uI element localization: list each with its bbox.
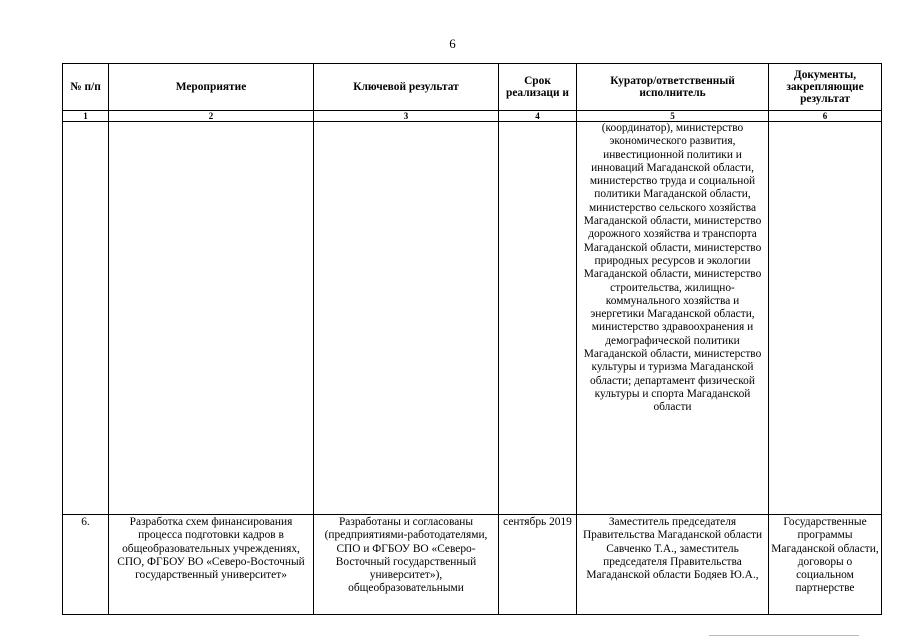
header-row <box>63 64 882 111</box>
column-number-row <box>63 111 882 122</box>
empty-cell <box>63 122 109 515</box>
column-number: 6 <box>769 111 882 122</box>
result-cell: Разработаны и согласованы (предприятиями-работодателями, СПО и ФГБОУ ВО «Северо-Восточный государственный университет»), общеобразовательными <box>314 515 499 615</box>
column-number: 4 <box>499 111 577 122</box>
scan-artifact-line <box>709 635 859 636</box>
deadline-cell: сентябрь 2019 <box>499 515 577 615</box>
documents-cell: Государственные программы Магаданской области, договоры о социальном партнерстве <box>769 515 882 615</box>
column-number: 5 <box>577 111 769 122</box>
empty-cell <box>314 122 499 515</box>
page-number: 6 <box>449 36 456 51</box>
column-number: 1 <box>63 111 109 122</box>
table-row <box>63 515 882 615</box>
column-number: 3 <box>314 111 499 122</box>
curator-cell: (координатор), министерство экономического развития, инвестиционной политики и инноваций Магаданской области, министерство труда и социальной политики Магаданской области, министерство сельского хозяйства Магаданской области, министерство дорожного хозяйства и транспорта Магаданской области, министерство природных ресурсов и экологии Магаданской области, министерство строительства, жилищно-коммунального хозяйства и энергетики Магаданской области, министерство здравоохранения и демографической политики Магаданской области, министерство культуры и туризма Магаданской области; департамент физической культуры и спорта Магаданской области <box>577 122 769 515</box>
empty-cell <box>499 122 577 515</box>
header-deadline: Срок реализаци и <box>499 64 577 111</box>
table-row <box>63 122 882 515</box>
header-number: № п/п <box>63 64 109 111</box>
empty-cell <box>769 122 882 515</box>
measures-table <box>62 63 882 615</box>
event-cell: Разработка схем финансирования процесса подготовки кадров в общеобразовательных учреждениях, СПО, ФГБОУ ВО «Северо-Восточный государственный университет» <box>109 515 314 615</box>
header-documents: Документы, закрепляющие результат <box>769 64 882 111</box>
row-number: 6. <box>63 515 109 615</box>
column-number: 2 <box>109 111 314 122</box>
empty-cell <box>109 122 314 515</box>
header-key-result: Ключевой результат <box>314 64 499 111</box>
curator-cell: Заместитель председателя Правительства Магаданской области Савченко Т.А., заместитель председателя Правительства Магаданской области Бодяев Ю.А., <box>577 515 769 615</box>
header-event: Мероприятие <box>109 64 314 111</box>
header-curator: Куратор/ответственный исполнитель <box>577 64 769 111</box>
